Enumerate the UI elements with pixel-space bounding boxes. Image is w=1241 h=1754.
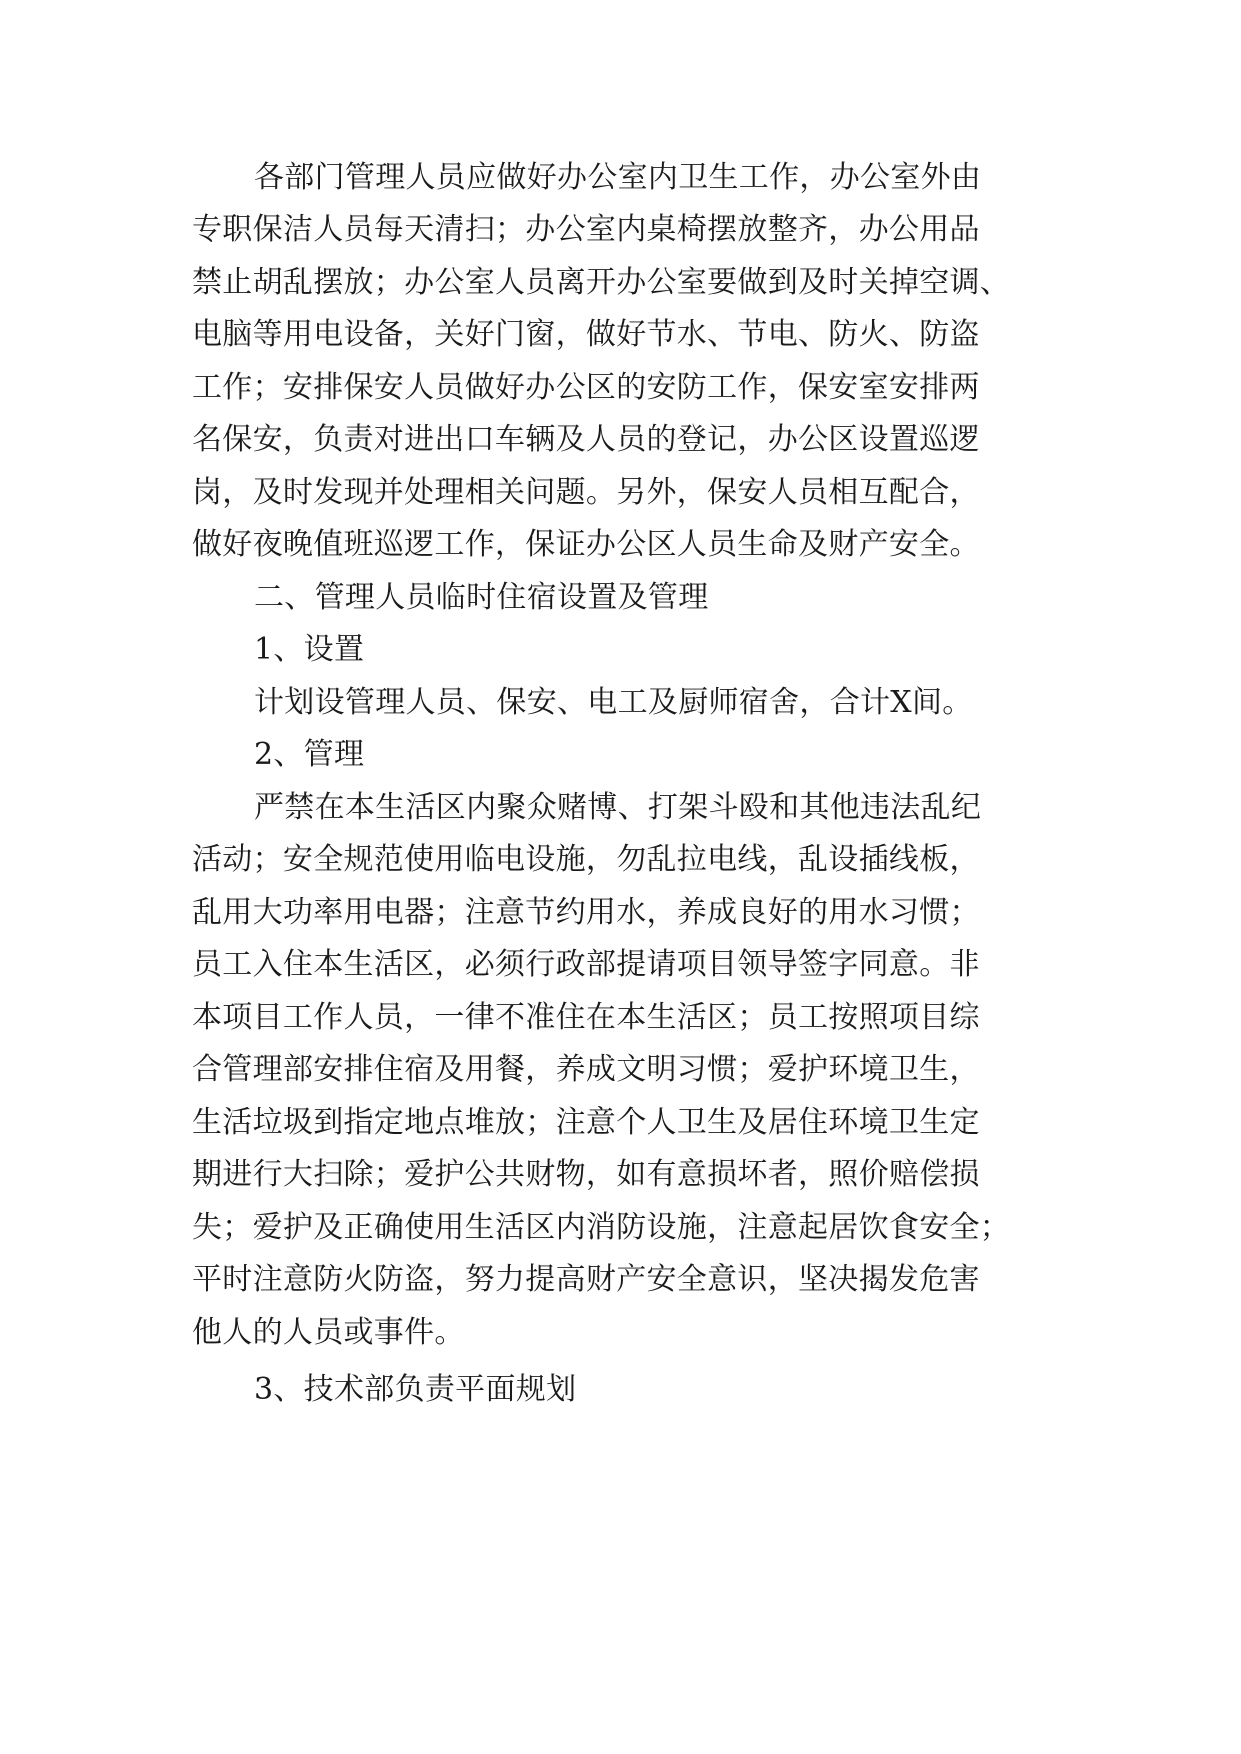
section-heading: 二、管理人员临时住宿设置及管理 [254, 580, 709, 615]
paragraph-line: 活动；安全规范使用临电设施，勿乱拉电线，乱设插线板， [192, 842, 980, 877]
paragraph-line: 本项目工作人员，一律不准住在本生活区；员工按照项目综 [192, 1000, 980, 1035]
paragraph-line: 做好夜晚值班巡逻工作，保证办公区人员生命及财产安全。 [192, 527, 980, 562]
paragraph-line: 严禁在本生活区内聚众赌博、打架斗殴和其他违法乱纪 [254, 790, 982, 825]
paragraph-line: 名保安，负责对进出口车辆及人员的登记，办公区设置巡逻 [192, 422, 980, 457]
subsection-heading: 3、技术部负责平面规划 [254, 1372, 577, 1407]
paragraph-line: 员工入住本生活区，必须行政部提请项目领导签字同意。非 [192, 947, 980, 982]
subsection-heading: 2、管理 [254, 737, 365, 772]
paragraph-line: 期进行大扫除；爱护公共财物，如有意损坏者，照价赔偿损 [192, 1157, 980, 1192]
paragraph-line: 他人的人员或事件。 [192, 1315, 465, 1350]
subsection-heading: 1、设置 [254, 632, 365, 667]
paragraph-line: 禁止胡乱摆放；办公室人员离开办公室要做到及时关掉空调、 [192, 265, 1011, 300]
paragraph-line: 平时注意防火防盗，努力提高财产安全意识，坚决揭发危害 [192, 1262, 980, 1297]
paragraph-line: 合管理部安排住宿及用餐，养成文明习惯；爱护环境卫生， [192, 1052, 980, 1087]
paragraph-line: 乱用大功率用电器；注意节约用水，养成良好的用水习惯； [192, 895, 980, 930]
paragraph-line: 专职保洁人员每天清扫；办公室内桌椅摆放整齐，办公用品 [192, 212, 980, 247]
paragraph-line: 电脑等用电设备，关好门窗，做好节水、节电、防火、防盗 [192, 317, 980, 352]
paragraph-line: 各部门管理人员应做好办公室内卫生工作，办公室外由 [254, 160, 982, 195]
paragraph-line: 失；爱护及正确使用生活区内消防设施，注意起居饮食安全； [192, 1210, 1011, 1245]
paragraph-line: 计划设管理人员、保安、电工及厨师宿舍，合计X间。 [254, 685, 973, 720]
paragraph-line: 生活垃圾到指定地点堆放；注意个人卫生及居住环境卫生定 [192, 1105, 980, 1140]
paragraph-line: 工作；安排保安人员做好办公区的安防工作，保安室安排两 [192, 370, 980, 405]
paragraph-line: 岗，及时发现并处理相关问题。另外，保安人员相互配合， [192, 475, 980, 510]
